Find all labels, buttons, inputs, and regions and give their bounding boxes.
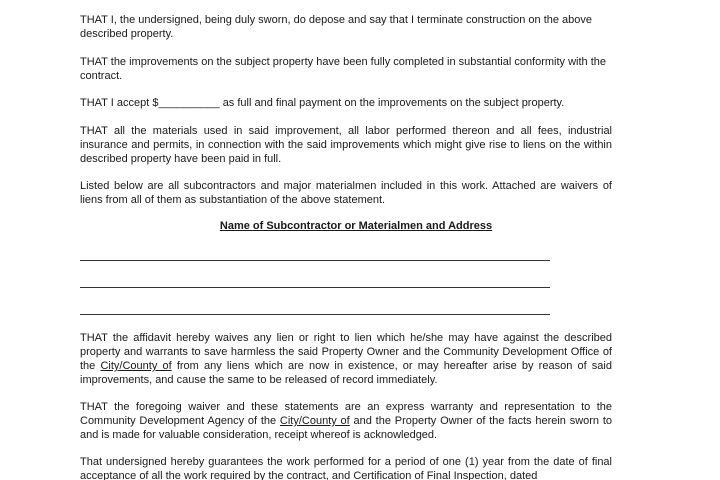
paragraph-paid-in-full: THAT all the materials used in said improvement, all labor performed thereon and all fees, industrial insurance and permits, in connection with the said improvements which might give rise to liens on the within described property have been paid in full.	[80, 125, 612, 165]
paragraph-accept-payment: THAT I accept $__________ as full and final payment on the improvements on the subject property.	[80, 97, 565, 109]
warranty-text-after: and the Property Owner of the facts herein sworn to and is made for valuable consideration, receipt whereof is acknowledged.	[80, 415, 612, 441]
warranty-text-before: THAT the foregoing waiver and these statements are an express warranty and representation to the Community Development Agency of the	[80, 401, 612, 427]
subcontractor-heading: Name of Subcontractor or Materialmen and Address	[219, 220, 493, 232]
paragraph-guarantee: That undersigned hereby guarantees the work performed for a period of one (1) year from the date of final acceptance of all the work required by the contract, and Certification of Final Inspection, dated	[80, 456, 612, 480]
subcontractor-line-3	[80, 314, 550, 315]
subcontractor-line-2	[80, 287, 550, 288]
paragraph-warranty	[80, 400, 612, 442]
paragraph-waives-lien	[80, 331, 612, 387]
paragraph-terminate: THAT I, the undersigned, being duly sworn, do depose and say that I terminate construction on the above described property.	[80, 14, 593, 40]
paragraph-listed-below: Listed below are all subcontractors and major materialmen included in this work. Attached are waivers of liens from all of them as substantiation of the above statement.	[80, 180, 612, 206]
paragraph-completed: THAT the improvements on the subject property have been fully completed in substantial conformity with the contract.	[80, 56, 607, 82]
warranty-city-county: City/County of	[279, 415, 350, 427]
waives-city-county: City/County of	[100, 360, 172, 372]
waives-text-after: from any liens which are now in existence, or may hereafter arise by reason of said improvements, and cause the same to be released of record immediately.	[80, 360, 612, 386]
waives-text-before: THAT the affidavit hereby waives any lien or right to lien which he/she may have against the described property and warrants to save harmless the said Property Owner and the Community Development Office of the	[80, 332, 612, 372]
subcontractor-line-1	[80, 260, 550, 261]
